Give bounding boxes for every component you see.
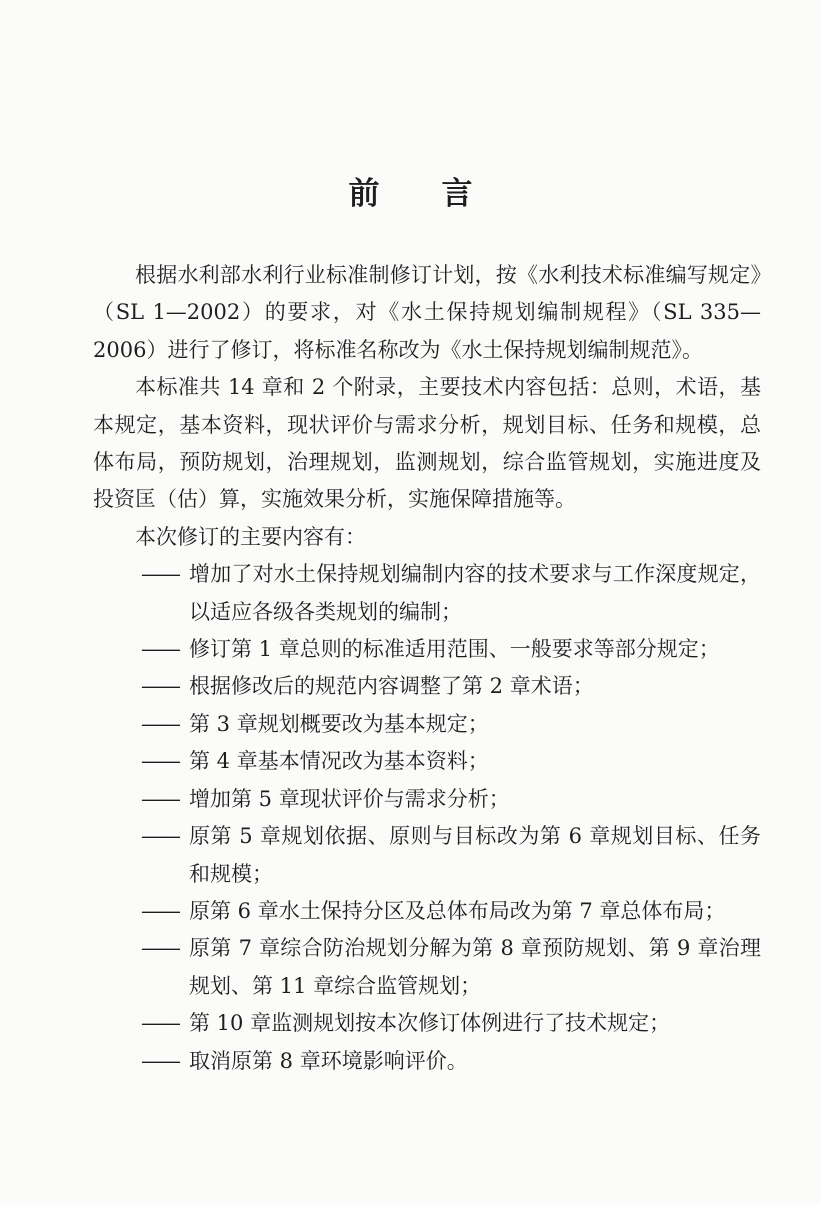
list-item-text: 原第 5 章规划依据、原则与目标改为第 6 章规划目标、任务和规模； bbox=[189, 824, 761, 886]
list-item-text: 第 3 章规划概要改为基本规定； bbox=[189, 711, 489, 736]
paragraph-revision-intro: 本次修订的主要内容有： bbox=[135, 524, 366, 549]
list-item-text: 增加了对水土保持规划编制内容的技术要求与工作深度规定，以适应各级各类规划的编制； bbox=[189, 562, 761, 624]
preface-body bbox=[93, 257, 761, 1080]
list-dash: —— bbox=[141, 674, 179, 699]
list-item bbox=[93, 743, 761, 780]
list-dash: —— bbox=[141, 936, 179, 961]
list-item-text: 根据修改后的规范内容调整了第 2 章术语； bbox=[189, 674, 594, 699]
list-dash: —— bbox=[141, 562, 179, 587]
list-dash: —— bbox=[141, 1048, 179, 1073]
revision-list bbox=[93, 556, 761, 1080]
paragraph-revision-basis: 根据水利部水利行业标准制修订计划，按《水利技术标准编写规定》（SL 1—2002）的要求，对《水土保持规划编制规程》（SL 335—2006）进行了修订，将标准名称改为《水土保持规划编制规范》。 bbox=[93, 263, 761, 362]
list-dash: —— bbox=[141, 711, 179, 736]
list-item bbox=[93, 706, 761, 743]
list-item bbox=[93, 818, 761, 893]
list-item-text: 修订第 1 章总则的标准适用范围、一般要求等部分规定； bbox=[189, 637, 720, 662]
list-item bbox=[93, 556, 761, 631]
list-item bbox=[93, 781, 761, 818]
list-item bbox=[93, 668, 761, 705]
title-char-2: 言 bbox=[441, 176, 473, 212]
list-dash: —— bbox=[141, 786, 179, 811]
list-item bbox=[93, 631, 761, 668]
list-item-text: 第 10 章监测规划按本次修订体例进行了技术规定； bbox=[189, 1011, 671, 1036]
list-item bbox=[93, 1043, 761, 1080]
list-item-text: 原第 7 章综合防治规划分解为第 8 章预防规划、第 9 章治理规划、第 11 章综合监管规划； bbox=[189, 936, 761, 998]
list-item-text: 增加第 5 章现状评价与需求分析； bbox=[189, 786, 510, 811]
list-dash: —— bbox=[141, 749, 179, 774]
list-dash: —— bbox=[141, 637, 179, 662]
list-dash: —— bbox=[141, 1011, 179, 1036]
title-char-1: 前 bbox=[348, 176, 380, 212]
list-item-text: 原第 6 章水土保持分区及总体布局改为第 7 章总体布局； bbox=[189, 898, 726, 923]
list-dash: —— bbox=[141, 898, 179, 923]
page-title bbox=[0, 168, 821, 213]
list-item bbox=[93, 930, 761, 1005]
list-item bbox=[93, 1005, 761, 1042]
paragraph-contents-summary: 本标准共 14 章和 2 个附录，主要技术内容包括：总则，术语，基本规定，基本资料，现状评价与需求分析，规划目标、任务和规模，总体布局，预防规划，治理规划，监测规划，综合监管规划，实施进度及投资匡（估）算，实施效果分析，实施保障措施等。 bbox=[93, 375, 761, 512]
list-item-text: 第 4 章基本情况改为基本资料； bbox=[189, 749, 489, 774]
list-dash: —— bbox=[141, 824, 179, 849]
list-item bbox=[93, 893, 761, 930]
list-item-text: 取消原第 8 章环境影响评价。 bbox=[189, 1048, 468, 1073]
